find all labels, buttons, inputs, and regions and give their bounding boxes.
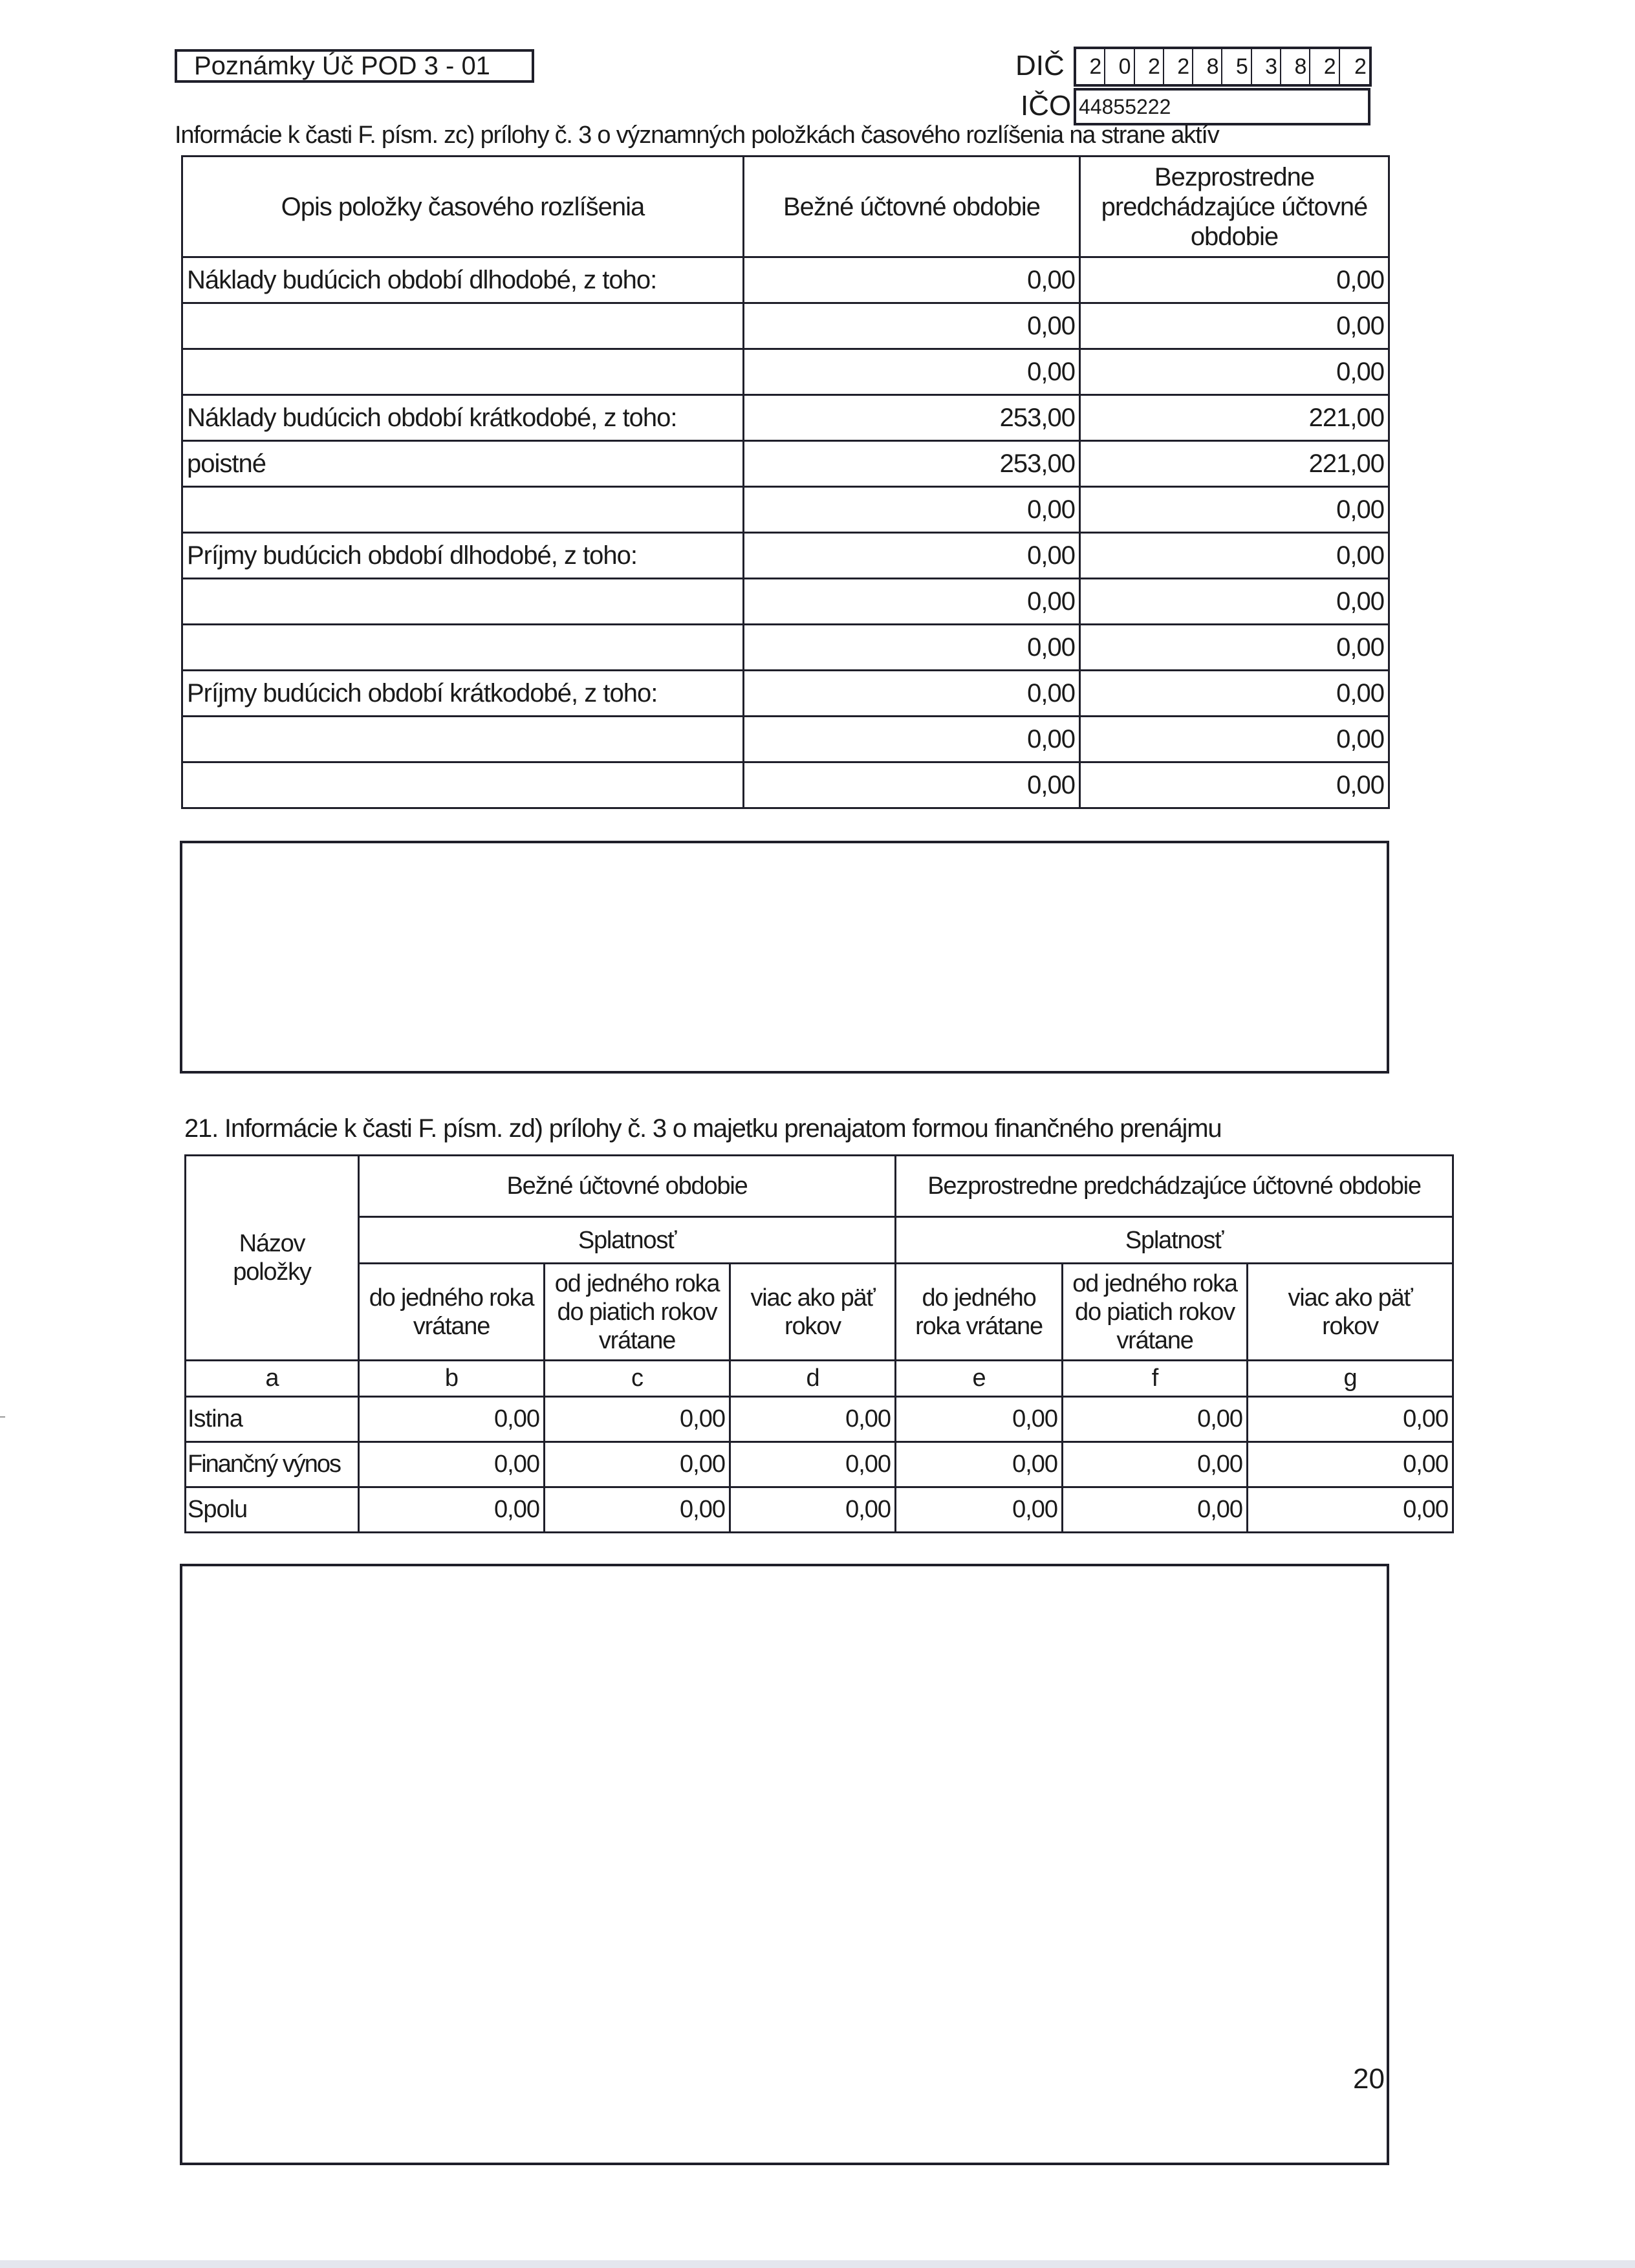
col-header-current-period: Bežné účtovné obdobie [359, 1156, 896, 1217]
cell-value: 0,00 [1248, 1487, 1453, 1533]
dic-digit: 2 [1135, 49, 1164, 84]
page-number: 20 [1353, 2063, 1385, 2095]
section21-note-box[interactable] [180, 1564, 1389, 2165]
table-row [182, 395, 1389, 441]
finance-lease-table [184, 1154, 1454, 1533]
cell-value: 0,00 [730, 1487, 896, 1533]
row-label [182, 487, 744, 533]
column-letters-row [186, 1361, 1453, 1397]
header-row-periods [186, 1156, 1453, 1217]
col-header-previous-period: Bezprostredne predchádzajúce účtovné obdobie [896, 1156, 1453, 1217]
previous-value: 0,00 [1080, 349, 1389, 395]
table-header-row [182, 157, 1389, 257]
dic-digit: 2 [1310, 49, 1339, 84]
cell-value: 0,00 [730, 1397, 896, 1442]
column-letter: c [545, 1361, 730, 1397]
table-row [186, 1442, 1453, 1487]
table-row [182, 579, 1389, 625]
row-label [182, 303, 744, 349]
cell-value: 0,00 [359, 1397, 545, 1442]
row-label [182, 625, 744, 671]
table-row [182, 257, 1389, 303]
col-header-current-over-5y: viac ako päť rokov [730, 1264, 896, 1361]
current-value: 253,00 [744, 441, 1080, 487]
row-label: Príjmy budúcich období krátkodobé, z toho: [182, 671, 744, 717]
row-label: Náklady budúcich období krátkodobé, z toho: [182, 395, 744, 441]
row-label: Finančný výnos [186, 1442, 359, 1487]
cell-value: 0,00 [1248, 1442, 1453, 1487]
previous-value: 0,00 [1080, 717, 1389, 762]
cell-value: 0,00 [359, 1442, 545, 1487]
dic-field [1074, 47, 1372, 87]
col-header-item-name: Názov položky [186, 1156, 359, 1361]
current-value: 0,00 [744, 579, 1080, 625]
row-label: Istina [186, 1397, 359, 1442]
current-value: 0,00 [744, 349, 1080, 395]
cell-value: 0,00 [545, 1487, 730, 1533]
previous-value: 0,00 [1080, 579, 1389, 625]
scan-mark [0, 1416, 5, 1418]
header-row-maturity [186, 1217, 1453, 1264]
section20-subtitle: Informácie k časti F. písm. zc) prílohy č. 3 o významných položkách časového rozlíšenia na strane aktív [175, 122, 1219, 149]
previous-value: 0,00 [1080, 533, 1389, 579]
table-row [182, 671, 1389, 717]
cell-value: 0,00 [359, 1487, 545, 1533]
col-header-current-1-to-5y: od jedného roka do piatich rokov vrátane [545, 1264, 730, 1361]
form-title: Poznámky Úč POD 3 - 01 [194, 52, 490, 80]
current-value: 0,00 [744, 303, 1080, 349]
current-value: 0,00 [744, 762, 1080, 808]
ico-label: IČO [1021, 90, 1072, 122]
cell-value: 0,00 [1063, 1487, 1248, 1533]
dic-digit: 5 [1222, 49, 1251, 84]
cell-value: 0,00 [896, 1487, 1063, 1533]
row-label [182, 717, 744, 762]
row-label [182, 762, 744, 808]
col-header-current-up-to-1y: do jedného roka vrátane [359, 1264, 545, 1361]
col-header-maturity-previous: Splatnosť [896, 1217, 1453, 1264]
cell-value: 0,00 [896, 1442, 1063, 1487]
current-value: 0,00 [744, 257, 1080, 303]
row-label: Náklady budúcich období dlhodobé, z toho: [182, 257, 744, 303]
previous-value: 0,00 [1080, 762, 1389, 808]
dic-digit: 8 [1193, 49, 1222, 84]
cell-value: 0,00 [896, 1397, 1063, 1442]
dic-digit: 2 [1354, 54, 1367, 79]
dic-digit: 2 [1076, 49, 1105, 84]
column-letter: e [896, 1361, 1063, 1397]
row-label: Príjmy budúcich období dlhodobé, z toho: [182, 533, 744, 579]
dic-digit: 8 [1281, 49, 1310, 84]
col-header-description: Opis položky časového rozlíšenia [182, 157, 744, 257]
header-row-buckets [186, 1264, 1453, 1361]
table-row-total [186, 1487, 1453, 1533]
table-row [182, 349, 1389, 395]
current-value: 253,00 [744, 395, 1080, 441]
cell-value: 0,00 [1063, 1442, 1248, 1487]
col-header-previous: Bezprostredne predchádzajúce účtovné obdobie [1080, 157, 1389, 257]
column-letter: f [1063, 1361, 1248, 1397]
col-header-maturity-current: Splatnosť [359, 1217, 896, 1264]
dic-digit: 0 [1105, 49, 1134, 84]
previous-value: 221,00 [1080, 395, 1389, 441]
row-label: poistné [182, 441, 744, 487]
table-row [182, 487, 1389, 533]
accruals-table [181, 155, 1390, 809]
table-row [182, 625, 1389, 671]
table-row [182, 717, 1389, 762]
previous-value: 0,00 [1080, 257, 1389, 303]
col-header-previous-over-5y: viac ako päť rokov [1248, 1264, 1453, 1361]
table-row [182, 303, 1389, 349]
previous-value: 0,00 [1080, 671, 1389, 717]
current-value: 0,00 [744, 717, 1080, 762]
current-value: 0,00 [744, 533, 1080, 579]
previous-value: 221,00 [1080, 441, 1389, 487]
scan-edge [0, 2260, 1635, 2268]
column-letter: g [1248, 1361, 1453, 1397]
dic-digit: 3 [1252, 49, 1281, 84]
ico-value: 44855222 [1079, 95, 1171, 118]
row-label [182, 579, 744, 625]
current-value: 0,00 [744, 625, 1080, 671]
dic-label: DIČ [1015, 50, 1065, 81]
current-value: 0,00 [744, 487, 1080, 533]
cell-value: 0,00 [730, 1442, 896, 1487]
section20-note-box[interactable] [180, 841, 1389, 1074]
cell-value: 0,00 [545, 1397, 730, 1442]
previous-value: 0,00 [1080, 625, 1389, 671]
row-label [182, 349, 744, 395]
column-letter: a [186, 1361, 359, 1397]
cell-value: 0,00 [545, 1442, 730, 1487]
current-value: 0,00 [744, 671, 1080, 717]
table-row [182, 762, 1389, 808]
row-label: Spolu [186, 1487, 359, 1533]
col-header-current: Bežné účtovné obdobie [744, 157, 1080, 257]
cell-value: 0,00 [1248, 1397, 1453, 1442]
col-header-previous-1-to-5y: od jedného roka do piatich rokov vrátane [1063, 1264, 1248, 1361]
table-row [182, 533, 1389, 579]
cell-value: 0,00 [1063, 1397, 1248, 1442]
table-row [182, 441, 1389, 487]
dic-digit: 2 [1164, 49, 1193, 84]
column-letter: b [359, 1361, 545, 1397]
previous-value: 0,00 [1080, 303, 1389, 349]
column-letter: d [730, 1361, 896, 1397]
col-header-previous-up-to-1y: do jedného roka vrátane [896, 1264, 1063, 1361]
table-row [186, 1397, 1453, 1442]
form-title-box [175, 49, 534, 83]
previous-value: 0,00 [1080, 487, 1389, 533]
section21-title: 21. Informácie k časti F. písm. zd) prílohy č. 3 o majetku prenajatom formou finančného prenájmu [184, 1114, 1222, 1143]
